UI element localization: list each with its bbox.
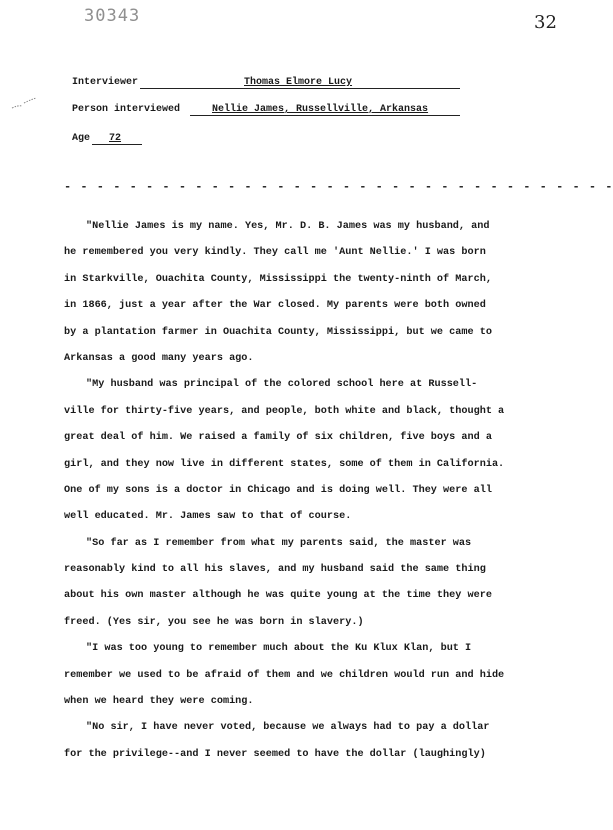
- text-line: for the privilege--and I never seemed to have the dollar (laughingly): [64, 748, 486, 760]
- interviewer-value: Thomas Elmore Lucy: [244, 77, 353, 88]
- margin-pencil-mark: [10, 96, 40, 110]
- archive-stamp-number: 30343: [84, 6, 141, 26]
- text-line: ville for thirty-five years, and people, both white and black, thought a: [64, 405, 505, 417]
- text-line: "My husband was principal of the colored school here at Russell-: [86, 379, 478, 391]
- text-line: "No sir, I have never voted, because we always had to pay a dollar: [86, 722, 490, 734]
- age-label: Age: [72, 133, 91, 144]
- person-interviewed-label: Person interviewed: [72, 104, 181, 115]
- interviewer-label: Interviewer: [72, 77, 139, 88]
- separator-line: - - - - - - - - - - - - - - - - - - - - - - - - - - - - - - - - - -: [64, 180, 613, 194]
- text-line: "So far as I remember from what my parents said, the master was: [86, 537, 472, 549]
- interview-transcript: [64, 214, 505, 768]
- text-line: remember we used to be afraid of them and we children would run and hide: [64, 669, 505, 681]
- text-line: he remembered you very kindly. They call me 'Aunt Nellie.' I was born: [64, 247, 486, 259]
- text-line: freed. (Yes sir, you see he was born in slavery.): [64, 616, 364, 628]
- interviewer-underline: [140, 88, 460, 89]
- text-line: by a plantation farmer in Ouachita County, Mississippi, but we came to: [64, 326, 492, 338]
- text-line: well educated. Mr. James saw to that of course.: [64, 511, 352, 523]
- age-value: 72: [109, 133, 122, 144]
- person-interviewed-value: Nellie James, Russellville, Arkansas: [212, 104, 429, 115]
- text-line: girl, and they now live in different states, some of them in California.: [64, 458, 505, 470]
- text-line: Arkansas a good many years ago.: [64, 352, 254, 364]
- text-line: reasonably kind to all his slaves, and my husband said the same thing: [64, 564, 486, 576]
- text-line: in Starkville, Ouachita County, Mississippi the twenty-ninth of March,: [64, 273, 492, 285]
- text-line: One of my sons is a doctor in Chicago and is doing well. They were all: [64, 484, 492, 496]
- text-line: great deal of him. We raised a family of six children, five boys and a: [64, 432, 492, 444]
- page-number: 32: [534, 12, 557, 33]
- text-line: "I was too young to remember much about the Ku Klux Klan, but I: [86, 643, 472, 655]
- text-line: when we heard they were coming.: [64, 696, 254, 708]
- person-interviewed-underline: [190, 115, 460, 116]
- text-line: about his own master although he was quite young at the time they were: [64, 590, 492, 602]
- text-line: in 1866, just a year after the War closed. My parents were both owned: [64, 300, 486, 312]
- age-underline: [92, 144, 142, 145]
- text-line: "Nellie James is my name. Yes, Mr. D. B. James was my husband, and: [86, 221, 490, 232]
